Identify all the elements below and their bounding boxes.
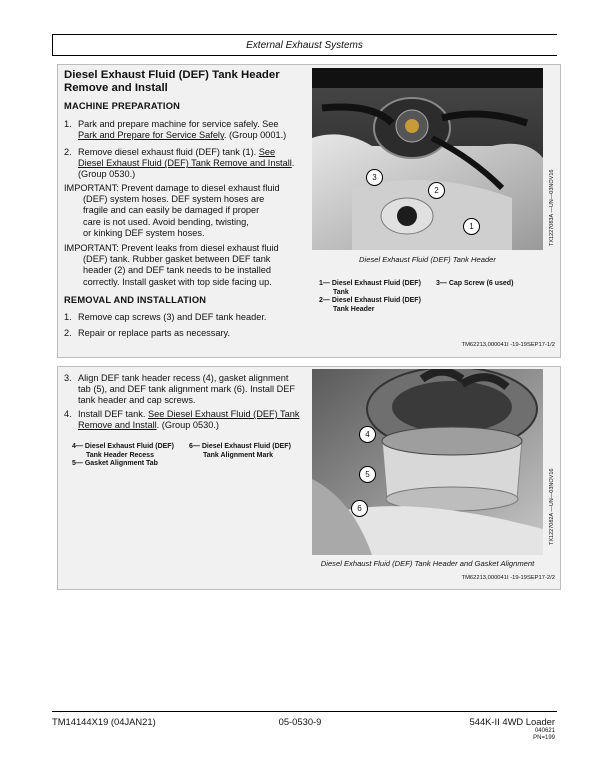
step-4-ref: . (Group 0530.) <box>156 420 219 431</box>
legend-item-3: 3— Cap Screw (6 used) <box>436 280 514 287</box>
legend-line: 1— Diesel Exhaust Fluid (DEF) <box>319 280 421 287</box>
step-3-line: Align DEF tank header recess (4), gasket alignment <box>78 373 289 383</box>
step-2-line3: (Group 0530.) <box>78 169 136 180</box>
gasket-alignment-illustration <box>312 369 543 555</box>
legend-line: Tank <box>333 288 349 296</box>
header-rule-bottom <box>52 55 557 56</box>
step-4-text <box>78 409 310 431</box>
legend-line: 6— Diesel Exhaust Fluid (DEF) <box>189 443 291 450</box>
step-2-text-a: Remove diesel exhaust fluid (DEF) tank (1). <box>78 147 259 157</box>
legend-item-4 <box>72 443 192 460</box>
see-link[interactable]: See <box>258 147 276 157</box>
step-number: 2. <box>64 328 72 338</box>
callout-1: 1 <box>463 218 480 235</box>
machine-prep-heading: MACHINE PREPARATION <box>64 101 181 111</box>
callout-2: 2 <box>428 182 445 199</box>
figure-id-1: TX1227083A —UN—03NOV16 <box>549 169 555 246</box>
step-number: 3. <box>64 373 72 383</box>
step-number: 1. <box>64 312 72 322</box>
figure-caption-2: Diesel Exhaust Fluid (DEF) Tank Header and Gasket Alignment <box>320 559 535 568</box>
legend-line: Tank Header Recess <box>86 451 154 459</box>
page-number: 05-0530-9 <box>278 716 322 727</box>
step-number: 2. <box>64 147 72 157</box>
important-note-leaks <box>64 243 309 288</box>
important1-line: IMPORTANT: Prevent damage to diesel exhaust fluid <box>64 183 280 193</box>
important2-line: (DEF) tank. Rubber gasket between DEF tank <box>83 254 271 265</box>
def-tank-remove-install-link[interactable]: Diesel Exhaust Fluid (DEF) Tank Remove and Install <box>78 158 292 169</box>
callout-5: 5 <box>359 466 376 483</box>
document-id: TM14144X19 (04JAN21) <box>52 716 156 727</box>
step-3-line: tank header and cap screws. <box>78 395 196 406</box>
park-and-prepare-link[interactable]: Park and Prepare for Service Safely <box>78 130 224 141</box>
legend-item-6 <box>189 443 309 460</box>
callout-3: 3 <box>366 169 383 186</box>
removal-step-1: Remove cap screws (3) and DEF tank header. <box>78 312 267 322</box>
important2-line: header (2) and DEF tank needs to be installed <box>83 265 271 276</box>
callout-4: 4 <box>359 426 376 443</box>
step-number: 1. <box>64 119 72 129</box>
legend-line: 4— Diesel Exhaust Fluid (DEF) <box>72 443 174 450</box>
important-note-hoses <box>64 183 309 239</box>
important2-line: IMPORTANT: Prevent leaks from diesel exhaust fluid <box>64 243 279 253</box>
reference-code-2: TM62213,000041I -19-19SEP17-2/2 <box>461 575 555 581</box>
procedure-title-line1: Diesel Exhaust Fluid (DEF) Tank Header <box>64 69 280 81</box>
important1-line: fragile and can easily be damaged if proper <box>83 205 260 216</box>
def-tank-link[interactable]: See Diesel Exhaust Fluid (DEF) Tank <box>147 409 300 419</box>
step-1-line2 <box>78 130 310 141</box>
step-4-text-a: Install DEF tank. <box>78 409 148 419</box>
step-number: 4. <box>64 409 72 419</box>
legend-line: Tank Header <box>333 305 375 313</box>
legend-item-5: 5— Gasket Alignment Tab <box>72 460 158 467</box>
legend-item-2 <box>319 297 439 314</box>
step-4-line2 <box>78 420 310 431</box>
reference-code-1: TM62213,000041I -19-19SEP17-1/2 <box>461 342 555 348</box>
legend-item-1 <box>319 280 439 297</box>
step-1-line1: Park and prepare machine for service safely. See <box>78 119 279 129</box>
footer-rule <box>52 711 557 712</box>
gasket-alignment-photo <box>312 369 543 555</box>
header-rule <box>52 34 557 35</box>
important1-line: (DEF) system hoses. DEF system hoses are <box>83 194 265 205</box>
step-2-line2 <box>78 158 310 169</box>
date-code: 040621 <box>534 728 555 734</box>
def-tank-illustration <box>312 68 543 250</box>
figure-caption-1: Diesel Exhaust Fluid (DEF) Tank Header <box>359 255 496 264</box>
legend-line: 2— Diesel Exhaust Fluid (DEF) <box>319 297 421 304</box>
procedure-title <box>64 69 304 95</box>
def-tank-header-photo <box>312 68 543 250</box>
callout-6: 6 <box>351 500 368 517</box>
step-1-text <box>78 119 310 141</box>
step-2-text <box>78 147 310 181</box>
remove-install-link[interactable]: Remove and Install <box>78 420 157 431</box>
important1-line: or kinking DEF system hoses. <box>83 227 205 238</box>
step-3-line: tab (5), and DEF tank alignment mark (6). Install DEF <box>78 384 296 395</box>
step-2-line1 <box>78 147 310 158</box>
step-2-period: . <box>291 158 295 169</box>
removal-installation-heading: REMOVAL AND INSTALLATION <box>64 295 207 305</box>
pn-number: PN=199 <box>533 735 555 741</box>
important1-line: care is not used. Avoid bending, twisting, <box>83 216 249 227</box>
removal-step-2: Repair or replace parts as necessary. <box>78 328 231 338</box>
section-header-title: External Exhaust Systems <box>246 40 363 51</box>
step-3-text <box>78 373 310 407</box>
step-1-ref: . (Group 0001.) <box>223 130 287 141</box>
procedure-title-line2: Remove and Install <box>64 82 168 94</box>
figure-id-2: TX1227082A —UN—03NOV16 <box>549 468 555 545</box>
step-4-line1 <box>78 409 310 420</box>
legend-line: Tank Alignment Mark <box>203 451 274 459</box>
important2-line: correctly. Install gasket with top side facing up. <box>83 276 272 287</box>
machine-model: 544K-II 4WD Loader <box>469 716 555 727</box>
